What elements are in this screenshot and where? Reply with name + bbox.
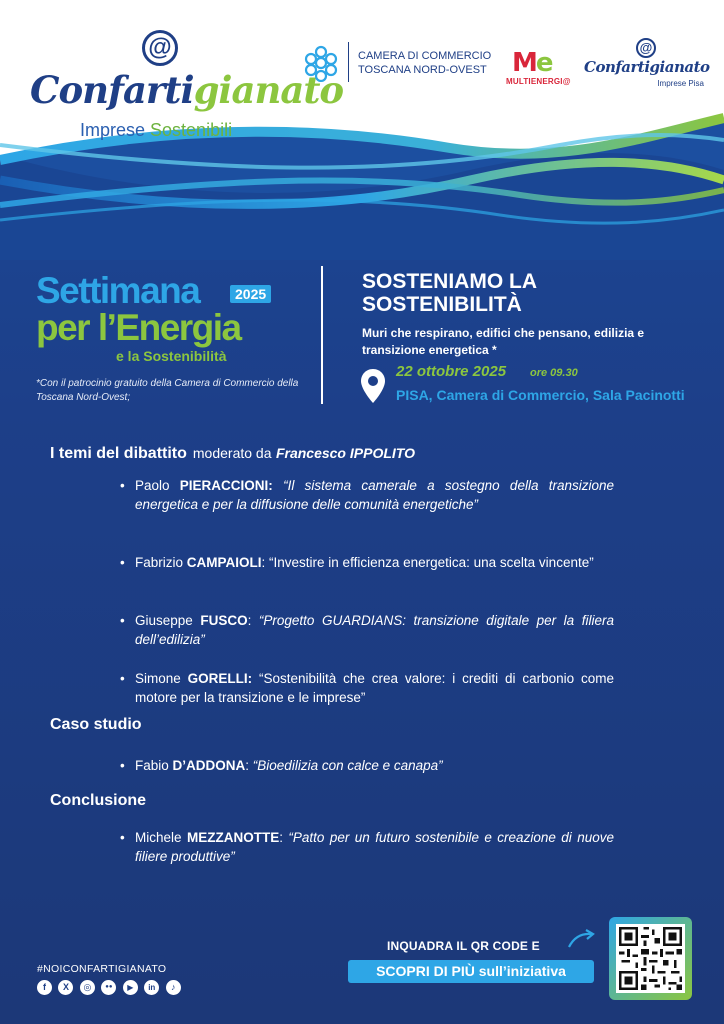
pisa-brand-subtitle: Imprese Pisa (657, 79, 704, 88)
partner-logos (302, 36, 712, 96)
speaker-last-name: PIERACCIONI: (179, 478, 273, 493)
brand-wordmark-part2: gianato (193, 68, 344, 112)
brand-subtitle-part3: Sostenibili (150, 120, 233, 140)
logo-divider (348, 42, 349, 82)
speaker-last-name: FUSCO (200, 613, 248, 628)
speaker-last-name: D’ADDONA (172, 758, 246, 773)
instagram-icon[interactable]: ◎ (80, 980, 95, 995)
talk-title: “Progetto GUARDIANS: transizione digitale per la filiera dell’edilizia” (135, 613, 614, 647)
pisa-brand-wordmark: Confartigianato (584, 58, 710, 76)
qr-call-to-action: INQUADRA IL QR CODE E (387, 939, 540, 953)
program-item (120, 553, 614, 572)
moderator-name: Francesco IPPOLITO (275, 445, 415, 461)
brand-wordmark-part1: Confarti (30, 68, 194, 112)
speaker-first-name: Paolo (135, 478, 180, 493)
facebook-icon[interactable]: f (37, 980, 52, 995)
topics-title: I temi del dibattito (50, 445, 187, 462)
program-item (120, 756, 614, 775)
program-item (120, 828, 614, 866)
year-badge: 2025 (230, 285, 271, 303)
speaker-separator: : (245, 758, 253, 773)
bullet: • (120, 758, 125, 773)
event-venue: PISA, Camera di Commercio, Sala Pacinotti (396, 387, 685, 403)
speaker-first-name: Michele (135, 830, 187, 845)
talk-title: “Investire in efficienza energetica: una scelta vincente” (269, 555, 594, 570)
flickr-icon[interactable]: ●● (101, 980, 116, 995)
speaker-first-name: Fabio (135, 758, 173, 773)
patronage-note: *Con il patrocinio gratuito della Camera di Commercio della Toscana Nord-Ovest; (36, 378, 299, 403)
speaker-last-name: GORELLI: (187, 671, 253, 686)
confartigianato-logo (30, 30, 344, 140)
title-divider (321, 266, 323, 404)
x-twitter-icon[interactable]: X (58, 980, 73, 995)
tiktok-icon[interactable]: ♪ (166, 980, 181, 995)
multienergia-mark-m: M (512, 48, 536, 78)
speaker-first-name: Fabrizio (135, 555, 187, 570)
confartigianato-pisa-logo (584, 38, 708, 94)
moderated-by-label: moderato da (192, 445, 272, 461)
brand-wordmark (30, 68, 343, 112)
brand-subtitle-part2: e (135, 120, 151, 140)
chamber-line-1: CAMERA DI COMMERCIO (358, 50, 492, 62)
speaker-first-name: Simone (135, 671, 188, 686)
debate-topics-heading (50, 445, 415, 463)
talk-title: “Il sistema camerale a sostegno della transizione energetica e per la diffusione delle comunità energetiche” (135, 478, 614, 512)
bullet: • (120, 830, 125, 845)
location-pin-icon (360, 368, 386, 404)
multienergia-mark (512, 48, 552, 78)
arrow-icon (566, 928, 596, 950)
event-subheadline: Muri che respirano, edifici che pensano, edilizia e transizione energetica * (362, 326, 645, 357)
bullet: • (120, 478, 125, 493)
talk-title: “Patto per un futuro sostenibile e creazione di nuove filiere produttive” (135, 830, 614, 864)
program-item (120, 476, 614, 514)
event-title-line-1: Settimana (36, 270, 200, 311)
program-item (120, 669, 614, 707)
talk-title: “Sostenibilità che crea valore: i crediti di carbonio come motore per la transizione e le imprese” (135, 671, 614, 705)
chamber-of-commerce-name (358, 49, 491, 77)
speaker-first-name: Giuseppe (135, 613, 201, 628)
speaker-last-name: CAMPAIOLI (186, 555, 262, 570)
linkedin-icon[interactable]: in (144, 980, 159, 995)
at-sign-logo-mark: @ (142, 30, 178, 66)
learn-more-button[interactable]: SCOPRI DI PIÙ sull’iniziativa (348, 960, 594, 983)
event-date: 22 ottobre 2025 (396, 363, 507, 380)
event-title-line-2: per l’Energia (36, 307, 241, 348)
chamber-of-commerce-icon (302, 44, 340, 82)
at-sign-small-logo-mark: @ (636, 38, 656, 58)
chamber-line-2: TOSCANA NORD-OVEST (358, 64, 487, 76)
brand-subtitle-part1: Impres (80, 120, 136, 140)
qr-code[interactable] (616, 924, 685, 993)
youtube-icon[interactable]: ▶ (123, 980, 138, 995)
speaker-separator (273, 478, 283, 493)
hashtag: #NOICONFARTIGIANATO (37, 963, 167, 975)
speaker-separator: : (247, 613, 259, 628)
speaker-separator: : (279, 830, 289, 845)
case-study-heading: Caso studio (50, 716, 142, 733)
speaker-separator: : (261, 555, 270, 570)
event-title-line-3: e la Sostenibilità (116, 348, 227, 364)
event-time: ore 09.30 (530, 367, 578, 379)
qr-code-frame[interactable] (609, 917, 692, 1000)
conclusion-heading: Conclusione (50, 792, 147, 809)
program-item (120, 611, 614, 649)
multienergia-text: MULTIENERGI@ (506, 77, 571, 86)
bullet: • (120, 671, 125, 686)
speaker-separator (252, 671, 259, 686)
talk-title: “Bioedilizia con calce e canapa” (252, 758, 443, 773)
event-title-logo (36, 270, 316, 364)
event-headline: SOSTENIAMO LA SOSTENIBILITÀ (362, 270, 537, 316)
multienergia-logo (506, 48, 576, 88)
social-links (37, 980, 183, 996)
multienergia-mark-e: e (535, 48, 552, 78)
speaker-last-name: MEZZANOTTE (186, 830, 280, 845)
bullet: • (120, 613, 125, 628)
bullet: • (120, 555, 125, 570)
brand-subtitle (80, 120, 232, 141)
